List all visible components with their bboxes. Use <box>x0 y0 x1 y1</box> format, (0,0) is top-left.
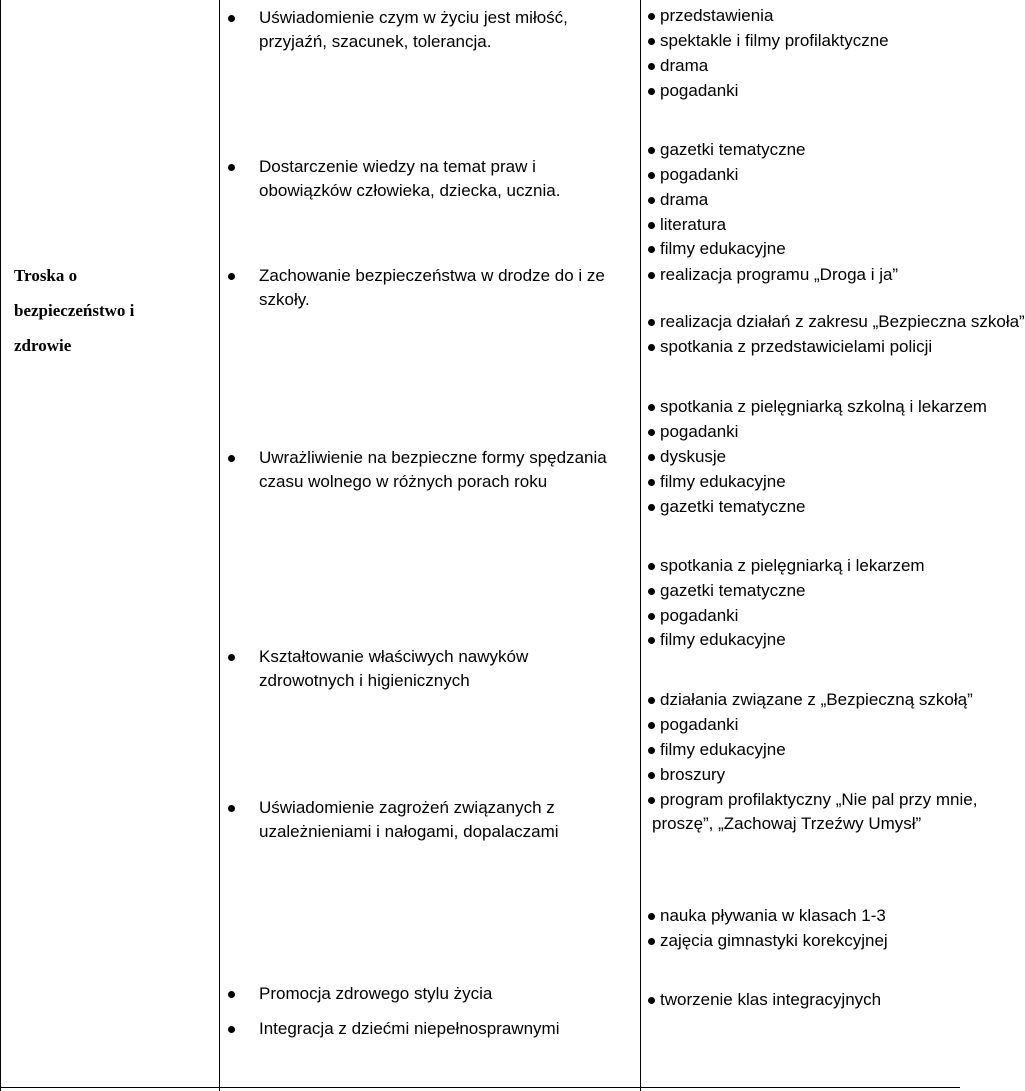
form-item: filmy edukacyjne <box>648 628 988 653</box>
bullet-icon <box>228 164 235 171</box>
bullet-icon <box>648 772 655 779</box>
bullet-icon <box>648 613 655 620</box>
bullet-icon <box>648 172 655 179</box>
bullet-icon <box>648 88 655 95</box>
bullet-icon <box>648 147 655 154</box>
bullet-icon <box>648 588 655 595</box>
table-border-left <box>0 0 1 1091</box>
form-item: program profilaktyczny „Nie pal przy mnie, <box>648 788 988 813</box>
task-item: Integracja z dziećmi niepełnosprawnymi <box>228 1017 628 1041</box>
form-item: zajęcia gimnastyki korekcyjnej <box>648 929 988 954</box>
form-item: pogadanki <box>648 420 988 445</box>
bullet-icon <box>228 15 235 22</box>
form-item: filmy edukacyjne <box>648 738 988 763</box>
category-line: bezpieczeństwo i <box>14 301 135 320</box>
bullet-icon <box>648 222 655 229</box>
form-item: spotkania z pielęgniarką szkolną i lekarzem <box>648 395 988 420</box>
bullet-icon <box>648 637 655 644</box>
form-item: gazetki tematyczne <box>648 579 988 604</box>
bullet-icon <box>648 38 655 45</box>
bullet-icon <box>648 404 655 411</box>
bullet-icon <box>648 246 655 253</box>
bullet-icon <box>228 455 235 462</box>
bullet-icon <box>648 429 655 436</box>
form-item: pogadanki <box>648 163 988 188</box>
bullet-icon <box>648 504 655 511</box>
bullet-icon <box>648 272 655 279</box>
task-item: Uświadomienie czym w życiu jest miłość, przyjaźń, szacunek, tolerancja. <box>228 6 608 54</box>
bullet-icon <box>648 797 655 804</box>
form-item: spotkania z przedstawicielami policji <box>648 335 988 360</box>
bullet-icon <box>648 479 655 486</box>
form-item: gazetki tematyczne <box>648 138 988 163</box>
bullet-icon <box>228 1026 235 1033</box>
form-item: pogadanki <box>648 604 988 629</box>
bullet-icon <box>648 197 655 204</box>
form-item: dyskusje <box>648 445 988 470</box>
bullet-icon <box>648 563 655 570</box>
form-item: broszury <box>648 763 988 788</box>
bullet-icon <box>228 654 235 661</box>
form-item-continuation: proszę”, „Zachowaj Trzeźwy Umysł” <box>652 814 922 833</box>
form-item: nauka pływania w klasach 1-3 <box>648 904 988 929</box>
bullet-icon <box>228 273 235 280</box>
bullet-icon <box>228 991 235 998</box>
bullet-icon <box>648 697 655 704</box>
task-item: Dostarczenie wiedzy na temat praw i obowiązków człowieka, dziecka, ucznia. <box>228 155 598 203</box>
task-item: Kształtowanie właściwych nawyków zdrowotnych i higienicznych <box>228 645 598 693</box>
bullet-icon <box>648 747 655 754</box>
form-item: działania związane z „Bezpieczną szkołą” <box>648 688 988 713</box>
bullet-icon <box>228 805 235 812</box>
bullet-icon <box>648 454 655 461</box>
form-item: filmy edukacyjne <box>648 470 988 495</box>
task-item: Uwrażliwienie na bezpieczne formy spędzania czasu wolnego w różnych porach roku <box>228 446 608 494</box>
form-item: realizacja działań z zakresu „Bezpieczna szkoła” <box>648 310 988 335</box>
task-item: Zachowanie bezpieczeństwa w drodze do i ze szkoły. <box>228 264 638 312</box>
form-item: drama <box>648 54 988 79</box>
table-border-bottom <box>0 1087 960 1088</box>
bullet-icon <box>648 997 655 1004</box>
bullet-icon <box>648 913 655 920</box>
form-item: spotkania z pielęgniarką i lekarzem <box>648 554 988 579</box>
form-item: pogadanki <box>648 79 988 104</box>
form-item: drama <box>648 188 988 213</box>
bullet-icon <box>648 722 655 729</box>
task-item: Uświadomienie zagrożeń związanych z uzależnieniami i nałogami, dopalaczami <box>228 796 598 844</box>
form-item: filmy edukacyjne <box>648 237 988 262</box>
bullet-icon <box>648 13 655 20</box>
column-divider-1 <box>219 0 220 1091</box>
bullet-icon <box>648 344 655 351</box>
form-item: literatura <box>648 213 988 238</box>
category-line: Troska o <box>14 266 78 285</box>
form-item: przedstawienia <box>648 4 988 29</box>
form-item: spektakle i filmy profilaktyczne <box>648 29 988 54</box>
form-item: pogadanki <box>648 713 988 738</box>
task-item: Promocja zdrowego stylu życia <box>228 982 628 1006</box>
form-item: tworzenie klas integracyjnych <box>648 988 988 1013</box>
bullet-icon <box>648 63 655 70</box>
form-item: gazetki tematyczne <box>648 495 988 520</box>
bullet-icon <box>648 938 655 945</box>
bullet-icon <box>648 319 655 326</box>
column-divider-2 <box>640 0 641 1091</box>
category-line: zdrowie <box>14 336 72 355</box>
form-item: realizacja programu „Droga i ja” <box>648 263 988 288</box>
